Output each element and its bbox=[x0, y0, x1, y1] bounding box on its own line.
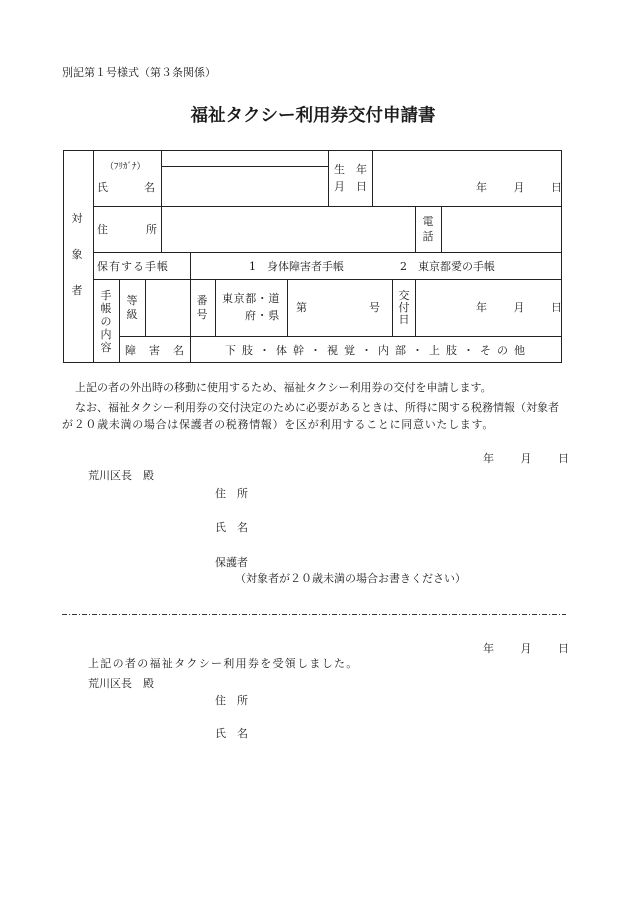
handbook-option-physical: 1 身体障害者手帳 bbox=[249, 260, 344, 273]
phone-label: 電話 bbox=[422, 215, 434, 243]
furigana-field bbox=[162, 151, 328, 166]
disability-label: 障害名 bbox=[125, 344, 197, 357]
receipt-addressee: 荒川区長 殿 bbox=[88, 677, 154, 690]
receipt-date: 年 月 日 bbox=[483, 642, 571, 655]
form-reference: 別記第１号様式（第３条関係） bbox=[62, 66, 216, 79]
prefecture-line-2: 府・県 bbox=[245, 309, 280, 322]
handbook-content-label: 手帳の内容 bbox=[100, 289, 112, 354]
number-prefix: 第 bbox=[296, 301, 307, 314]
applicant-address-label: 住 所 bbox=[215, 487, 248, 500]
number-label: 番号 bbox=[196, 294, 208, 321]
birth-label-top: 生年 bbox=[334, 163, 378, 176]
birth-date-field: 年 月 日 bbox=[476, 181, 564, 194]
phone-field bbox=[442, 207, 561, 252]
grade-field bbox=[146, 280, 190, 336]
number-suffix: 号 bbox=[369, 301, 380, 314]
receipt-statement: 上記の者の福祉タクシー利用券を受領しました。 bbox=[88, 657, 359, 670]
application-addressee: 荒川区長 殿 bbox=[88, 469, 154, 482]
handbook-option-ai: 2 東京都愛の手帳 bbox=[400, 260, 495, 273]
application-date: 年 月 日 bbox=[483, 452, 571, 465]
application-text-line-2: なお、福祉タクシー利用券の交付決定のために必要があるときは、所得に関する税務情報（対象者 bbox=[75, 401, 559, 414]
address-label: 住所 bbox=[97, 223, 195, 236]
receiver-name-label: 氏 名 bbox=[215, 727, 248, 740]
grade-label: 等級 bbox=[126, 294, 138, 321]
application-text-line-1: 上記の者の外出時の移動に使用するため、福祉タクシー利用券の交付を申請します。 bbox=[75, 381, 492, 394]
handbook-label: 保有する手帳 bbox=[97, 260, 169, 273]
application-text-line-3: が２０歳未満の場合は保護者の税務情報）を区が利用することに同意いたします。 bbox=[62, 418, 495, 431]
subject-label: 対象者 bbox=[71, 212, 83, 297]
issue-date-field: 年 月 日 bbox=[476, 301, 564, 314]
prefecture-line-1: 東京都・道 bbox=[222, 292, 280, 305]
furigana-label: （ﾌﾘｶﾞﾅ） bbox=[105, 162, 146, 172]
receiver-address-label: 住 所 bbox=[215, 694, 248, 707]
guardian-note: （対象者が２０歳未満の場合お書きください） bbox=[235, 572, 466, 585]
cut-line bbox=[0, 609, 630, 619]
birth-label-bottom: 月日 bbox=[334, 180, 378, 193]
issue-date-label: 交付日 bbox=[398, 289, 410, 326]
disability-options: 下肢・体幹・視覚・内部・上肢・その他 bbox=[225, 344, 531, 357]
guardian-label: 保護者 bbox=[215, 556, 248, 569]
name-label: 氏名 bbox=[97, 181, 191, 194]
applicant-name-label: 氏 名 bbox=[215, 521, 248, 534]
page-title: 福祉タクシー利用券交付申請書 bbox=[190, 106, 436, 126]
address-field bbox=[162, 207, 415, 252]
